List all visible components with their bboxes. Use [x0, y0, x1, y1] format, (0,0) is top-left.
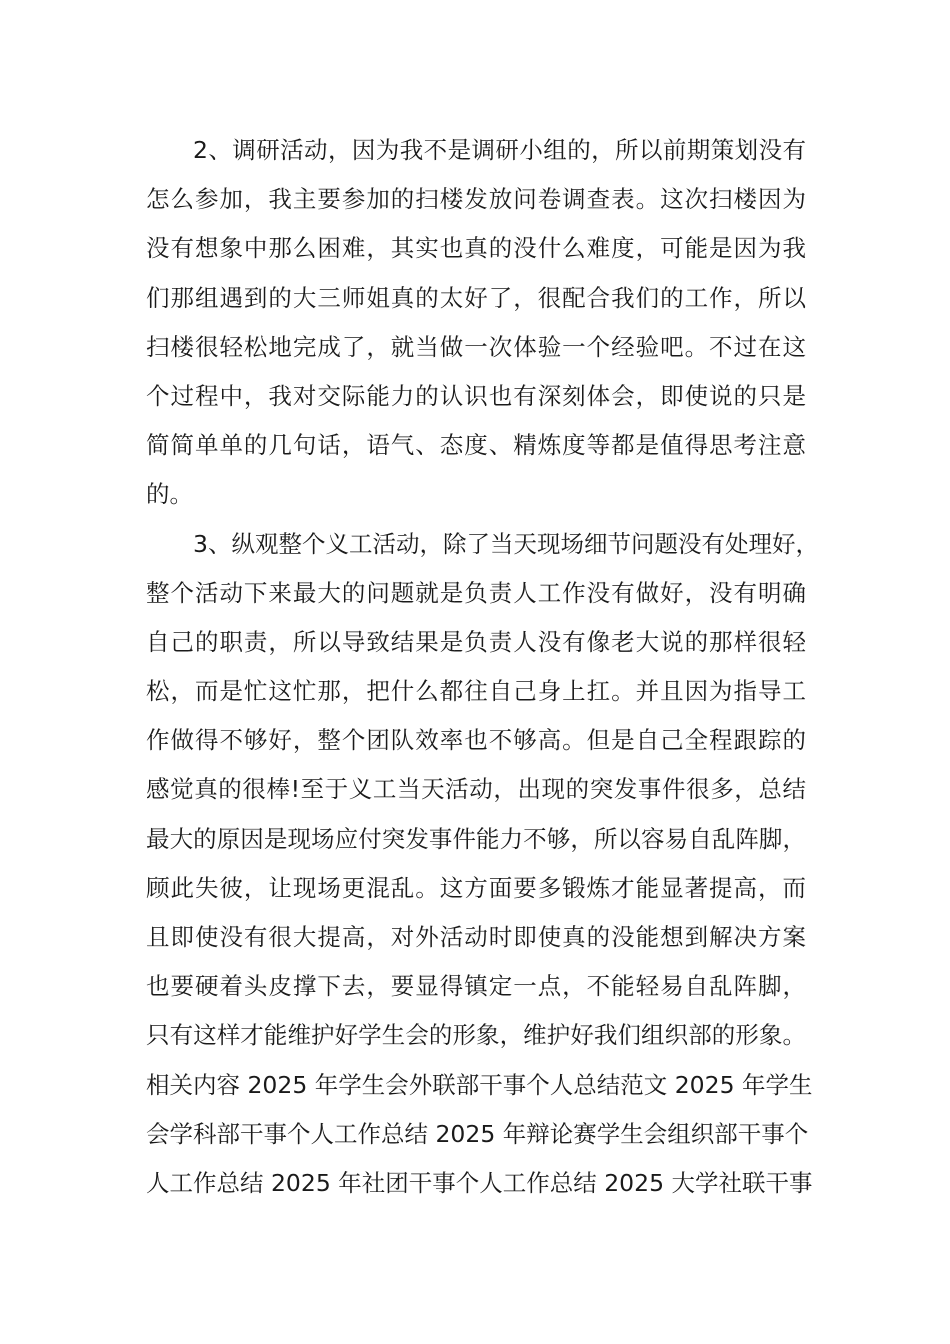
- text-line: 的。: [146, 480, 193, 509]
- paragraph-2: [146, 126, 806, 520]
- text-line: 整个活动下来最大的问题就是负责人工作没有做好，没有明确: [146, 578, 806, 607]
- text-line: 会学科部干事个人工作总结 2025 年辩论赛学生会组织部干事个: [146, 1119, 809, 1148]
- text-line: 个过程中，我对交际能力的认识也有深刻体会，即使说的只是: [146, 381, 806, 410]
- document-body: [146, 126, 819, 1208]
- text-line: 们那组遇到的大三师姐真的太好了，很配合我们的工作，所以: [146, 283, 806, 312]
- text-line: 最大的原因是现场应付突发事件能力不够，所以容易自乱阵脚，: [146, 824, 806, 853]
- text-line: 怎么参加，我主要参加的扫楼发放问卷调查表。这次扫楼因为: [146, 185, 806, 214]
- text-line: 3、纵观整个义工活动，除了当天现场细节问题没有处理好，: [193, 529, 819, 558]
- paragraph-3: [146, 520, 819, 1209]
- text-line: 只有这样才能维护好学生会的形象，维护好我们组织部的形象。: [146, 1021, 806, 1050]
- text-line: 没有想象中那么困难，其实也真的没什么难度，可能是因为我: [146, 234, 806, 263]
- text-line: 相关内容 2025 年学生会外联部干事个人总结范文 2025 年学生: [146, 1070, 813, 1099]
- text-line: 且即使没有很大提高，对外活动时即使真的没能想到解决方案: [146, 923, 806, 951]
- text-line: 人工作总结 2025 年社团干事个人工作总结 2025 大学社联干事: [146, 1168, 813, 1197]
- text-line: 2、调研活动，因为我不是调研小组的，所以前期策划没有: [193, 136, 806, 164]
- text-line: 松，而是忙这忙那，把什么都往自己身上扛。并且因为指导工: [146, 677, 806, 706]
- text-line: 作做得不够好，整个团队效率也不够高。但是自己全程跟踪的: [146, 726, 806, 755]
- text-line: 自己的职责，所以导致结果是负责人没有像老大说的那样很轻: [146, 627, 806, 656]
- text-line: 也要硬着头皮撑下去，要显得镇定一点，不能轻易自乱阵脚，: [146, 972, 806, 1001]
- text-line: 顾此失彼，让现场更混乱。这方面要多锻炼才能显著提高，而: [146, 873, 806, 902]
- text-line: 简简单单的几句话，语气、态度、精炼度等都是值得思考注意: [146, 431, 806, 460]
- text-line: 感觉真的很棒!至于义工当天活动，出现的突发事件很多，总结: [146, 775, 806, 804]
- text-line: 扫楼很轻松地完成了，就当做一次体验一个经验吧。不过在这: [146, 332, 806, 361]
